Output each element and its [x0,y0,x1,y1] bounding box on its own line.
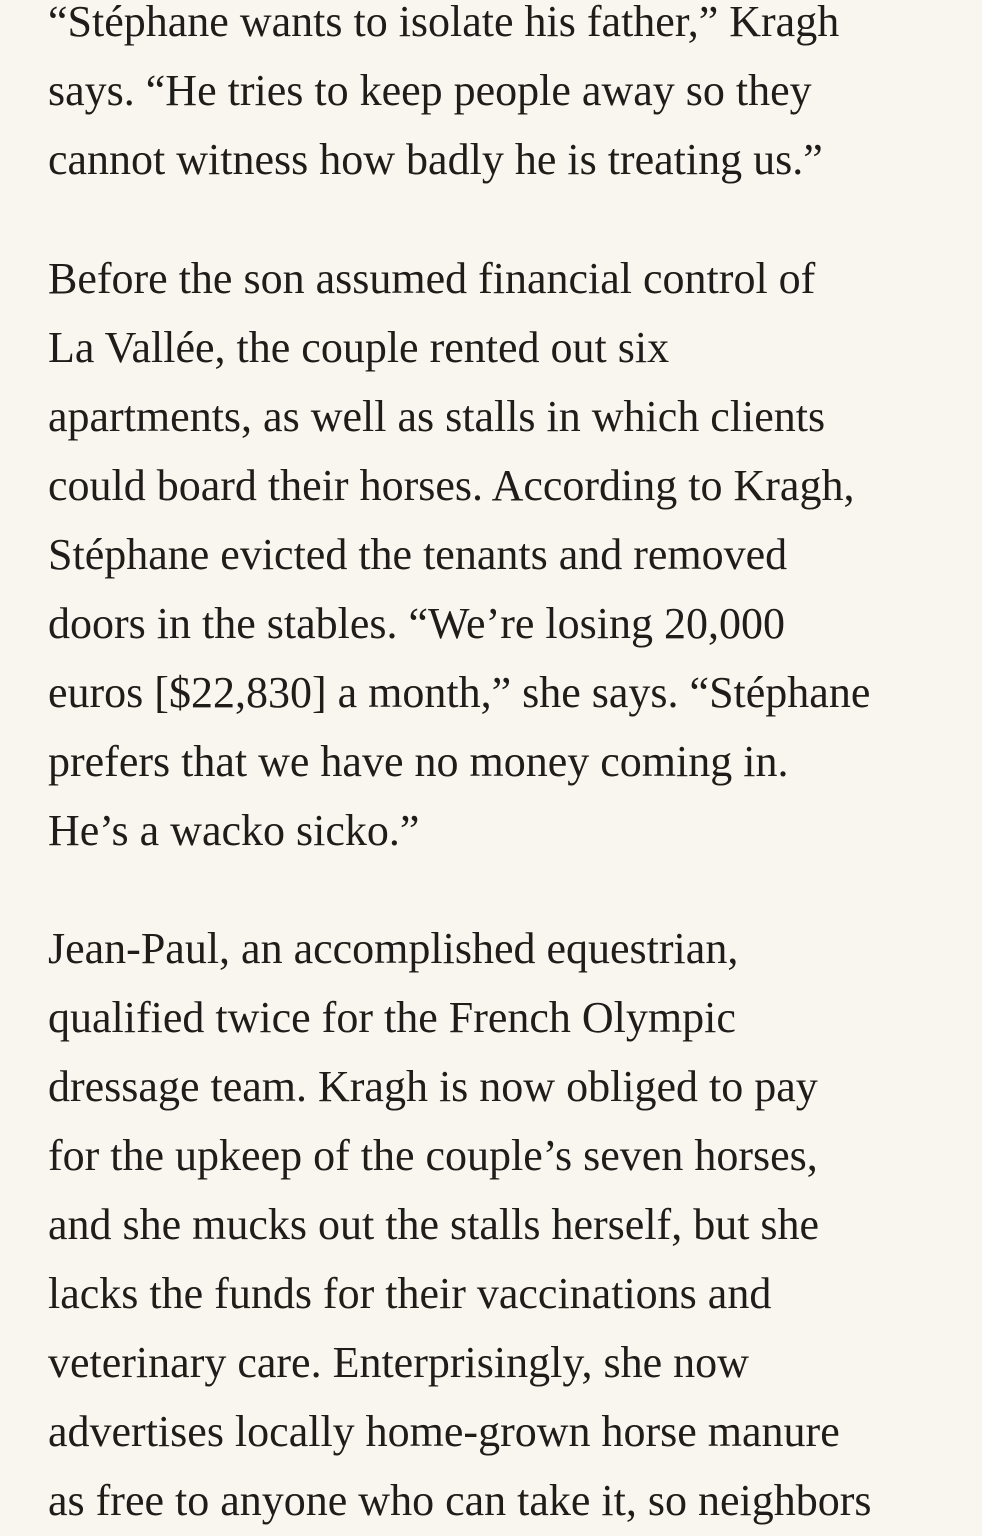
paragraph-line: could board their horses. According to Kragh, [48,461,855,510]
paragraph-line: Jean-Paul, an accomplished equestrian, [48,924,739,973]
paragraph-line: advertises locally home-grown horse manure [48,1407,840,1456]
paragraph-line: lacks the funds for their vaccinations and [48,1269,772,1318]
article-paragraph [48,244,870,865]
paragraph-line: qualified twice for the French Olympic [48,993,736,1042]
paragraph-line: “Stéphane wants to isolate his father,” Kragh [48,0,840,46]
paragraph-line: cannot witness how badly he is treating us.” [48,135,823,184]
article-paragraph [48,0,839,194]
paragraph-line: doors in the stables. “We’re losing 20,000 [48,599,785,648]
paragraph-line: for the upkeep of the couple’s seven horses, [48,1131,818,1180]
paragraph-line: and she mucks out the stalls herself, but she [48,1200,820,1249]
article-paragraph [48,914,872,1535]
paragraph-line: says. “He tries to keep people away so they [48,66,812,115]
paragraph-line: Stéphane evicted the tenants and removed [48,530,788,579]
paragraph-line: veterinary care. Enterprisingly, she now [48,1338,749,1387]
paragraph-line: He’s a wacko sicko.” [48,806,420,855]
paragraph-line: prefers that we have no money coming in. [48,737,789,786]
paragraph-line: as free to anyone who can take it, so neighbors [48,1476,872,1525]
paragraph-line: euros [$22,830] a month,” she says. “Stéphane [48,668,871,717]
paragraph-line: La Vallée, the couple rented out six [48,323,670,372]
paragraph-line: apartments, as well as stalls in which clients [48,392,826,441]
paragraph-line: Before the son assumed financial control of [48,254,816,303]
paragraph-line: dressage team. Kragh is now obliged to pay [48,1062,818,1111]
